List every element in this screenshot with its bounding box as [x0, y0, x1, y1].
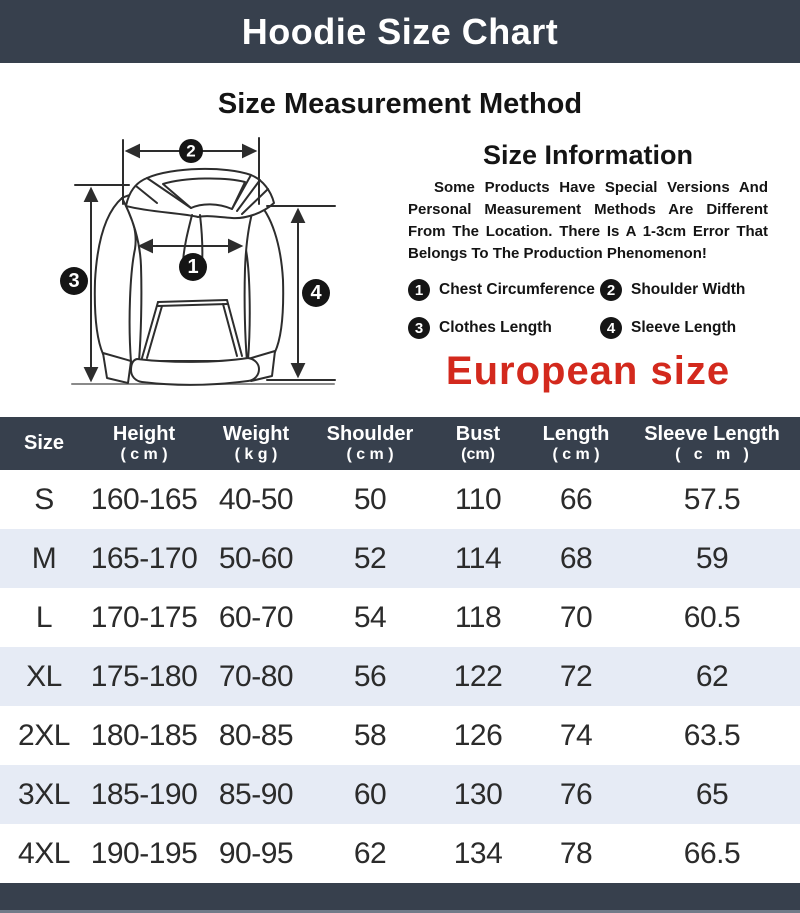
table-row — [0, 470, 800, 529]
size-cell: S — [34, 482, 54, 516]
value-cell: 68 — [559, 541, 593, 575]
header-row — [0, 417, 800, 470]
column-unit: ( k g ) — [234, 445, 278, 463]
value-cell: 40-50 — [218, 482, 294, 516]
column-label: Height — [112, 422, 176, 445]
left-sleeve — [95, 198, 136, 362]
value-cell: 180-185 — [90, 718, 198, 752]
value-cell: 57.5 — [683, 482, 741, 516]
value-cell: 90-95 — [218, 836, 294, 870]
column-unit: (cm) — [461, 445, 495, 463]
column-label: Sleeve Length — [644, 422, 780, 445]
table-row — [0, 824, 800, 883]
table-row — [0, 765, 800, 824]
legend-item — [600, 279, 768, 301]
section-title: Size Measurement Method — [217, 88, 583, 120]
value-cell: 130 — [453, 777, 503, 811]
table-row — [0, 588, 800, 647]
column-label: Size — [23, 432, 65, 454]
measurement-section — [0, 126, 800, 410]
value-cell: 52 — [353, 541, 387, 575]
value-cell: 72 — [559, 659, 593, 693]
measurement-legend — [408, 279, 768, 339]
column-header — [88, 417, 200, 470]
size-cell: M — [31, 541, 57, 575]
value-cell: 114 — [454, 541, 502, 575]
size-information-panel — [408, 126, 768, 410]
column-header — [428, 417, 528, 470]
value-cell: 63.5 — [683, 718, 741, 752]
value-cell: 165-170 — [90, 541, 198, 575]
value-cell: 78 — [559, 836, 593, 870]
column-header — [312, 417, 428, 470]
value-cell: 110 — [454, 482, 502, 516]
region-size-label: European size — [445, 349, 731, 393]
value-cell: 170-175 — [90, 600, 198, 634]
column-header — [0, 417, 88, 470]
size-table-body — [0, 470, 800, 883]
value-cell: 190-195 — [90, 836, 198, 870]
legend-item — [408, 279, 600, 301]
legend-label: Clothes Length — [439, 319, 552, 336]
page-title: Hoodie Size Chart — [241, 10, 559, 52]
value-cell: 50-60 — [218, 541, 294, 575]
table-row — [0, 647, 800, 706]
column-header — [624, 417, 800, 470]
info-text: Some Products Have Special Versions And Personal Measurement Methods Are Different From The Location. There Is A 1-3cm Error That Belongs To The Production Phenomenon! — [408, 179, 768, 262]
legend-label: Shoulder Width — [631, 281, 746, 298]
value-cell: 66.5 — [683, 836, 741, 870]
diagram-marker-2: 2 — [186, 141, 196, 161]
size-cell: L — [35, 600, 53, 634]
legend-label: Chest Circumference — [439, 281, 595, 298]
value-cell: 185-190 — [90, 777, 198, 811]
diagram-marker-3: 3 — [68, 270, 80, 292]
column-label: Weight — [222, 422, 290, 445]
title-bar — [0, 0, 800, 63]
value-cell: 66 — [559, 482, 593, 516]
column-header — [528, 417, 624, 470]
column-label: Shoulder — [326, 422, 414, 445]
column-label: Length — [542, 422, 610, 445]
hem-band — [131, 358, 259, 385]
hoodie-line-art — [30, 126, 390, 410]
value-cell: 70 — [559, 600, 593, 634]
number-badge: 3 — [408, 317, 430, 339]
table-row — [0, 706, 800, 765]
column-header — [200, 417, 312, 470]
number-badge: 1 — [408, 279, 430, 301]
value-cell: 58 — [353, 718, 387, 752]
value-cell: 60-70 — [218, 600, 294, 634]
diagram-marker-4: 4 — [310, 282, 322, 304]
info-title: Size Information — [482, 140, 693, 170]
value-cell: 70-80 — [218, 659, 294, 693]
table-row — [0, 529, 800, 588]
value-cell: 65 — [695, 777, 729, 811]
value-cell: 50 — [353, 482, 387, 516]
bottom-bar — [0, 883, 800, 913]
value-cell: 62 — [353, 836, 387, 870]
legend-label: Sleeve Length — [631, 319, 737, 336]
value-cell: 60.5 — [683, 600, 741, 634]
hoodie-measurement-diagram — [30, 126, 400, 410]
value-cell: 122 — [453, 659, 503, 693]
column-unit: ( c m ) — [552, 445, 600, 463]
value-cell: 160-165 — [90, 482, 198, 516]
size-cell: XL — [26, 659, 62, 693]
value-cell: 54 — [353, 600, 387, 634]
size-table — [0, 417, 800, 883]
value-cell: 59 — [695, 541, 729, 575]
column-unit: ( c m ) — [346, 445, 394, 463]
number-badge: 4 — [600, 317, 622, 339]
value-cell: 118 — [454, 600, 502, 634]
size-cell: 4XL — [18, 836, 70, 870]
column-label: Bust — [455, 422, 501, 445]
column-unit: ( c m ) — [675, 445, 749, 463]
value-cell: 134 — [453, 836, 503, 870]
number-badge: 2 — [600, 279, 622, 301]
value-cell: 76 — [559, 777, 593, 811]
diagram-marker-1: 1 — [187, 256, 199, 278]
legend-item — [408, 317, 600, 339]
legend-item — [600, 317, 768, 339]
size-cell: 2XL — [18, 718, 70, 752]
value-cell: 175-180 — [90, 659, 198, 693]
size-table-header — [0, 417, 800, 470]
column-unit: ( c m ) — [120, 445, 168, 463]
value-cell: 85-90 — [218, 777, 294, 811]
value-cell: 60 — [353, 777, 387, 811]
right-sleeve — [245, 200, 283, 360]
size-cell: 3XL — [18, 777, 70, 811]
value-cell: 126 — [453, 718, 503, 752]
value-cell: 80-85 — [218, 718, 294, 752]
value-cell: 62 — [695, 659, 729, 693]
value-cell: 56 — [353, 659, 387, 693]
value-cell: 74 — [559, 718, 593, 752]
